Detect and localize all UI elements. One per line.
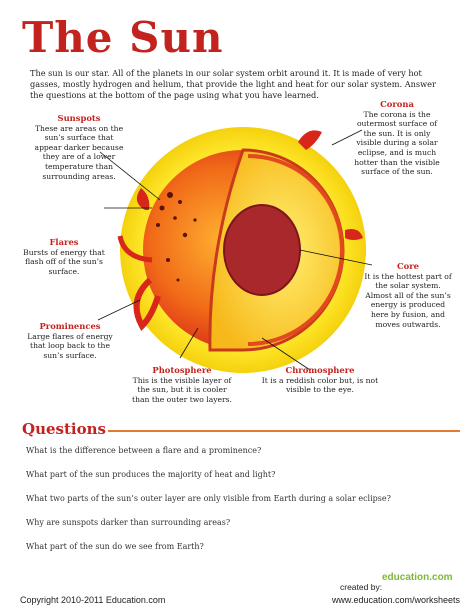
label-photosphere	[132, 366, 232, 404]
education-logo: education.com	[382, 572, 453, 583]
label-text: Bursts of energy that flash off of the sun’s surface.	[23, 247, 105, 276]
label-flares	[20, 238, 108, 276]
label-text: It is the hottest part of the solar system. Almost all of the sun’s energy is produced here by fusion, and moves outwards.	[364, 271, 452, 329]
copyright: Copyright 2010-2011 Education.com	[20, 595, 166, 605]
label-corona	[352, 100, 442, 177]
label-text: This is the visible layer of the sun, but it is cooler than the outer two layers.	[132, 375, 232, 404]
label-heading: Chromosphere	[285, 365, 355, 375]
questions-divider	[108, 430, 460, 432]
footer-url: www.education.com/worksheets	[331, 595, 460, 605]
label-heading: Sunspots	[57, 113, 101, 123]
core	[224, 205, 300, 295]
label-sunspots	[34, 114, 124, 181]
created-by-label: created by:	[340, 582, 383, 592]
label-text: Large flares of energy that loop back to the sun’s surface.	[27, 331, 113, 360]
page-title: The Sun	[22, 13, 224, 62]
label-text: It is a reddish color but, is not visible to the eye.	[261, 375, 379, 395]
question: What part of the sun produces the majority of heat and light?	[26, 470, 276, 479]
question: What is the difference between a flare and a prominence?	[26, 446, 262, 455]
label-prominences	[20, 322, 120, 360]
question: What two parts of the sun’s outer layer are only visible from Earth during a solar eclipse?	[26, 494, 391, 503]
label-text: The corona is the outermost surface of the sun. It is only visible during a solar eclipse, and is much hotter than the visible surface of the sun.	[354, 109, 440, 177]
questions-heading: Questions	[22, 420, 106, 438]
question: Why are sunspots darker than surrounding areas?	[26, 518, 231, 527]
label-core	[362, 262, 454, 329]
label-heading: Prominences	[39, 321, 101, 331]
label-heading: Flares	[49, 237, 79, 247]
intro-paragraph: The sun is our star. All of the planets in our solar system orbit around it. It is made of very hot gasses, mostly hydrogen and helium, that provide the light and heat for our solar system. Answer the questions at the bottom of the page using what you have learned.	[30, 68, 436, 100]
question: What part of the sun do we see from Earth?	[26, 542, 204, 551]
label-heading: Photosphere	[152, 365, 212, 375]
label-heading: Corona	[380, 99, 414, 109]
label-chromosphere	[260, 366, 380, 395]
label-heading: Core	[397, 261, 419, 271]
label-text: These are areas on the sun’s surface that appear darker because they are of a lower temperature than surrounding areas.	[34, 123, 124, 181]
